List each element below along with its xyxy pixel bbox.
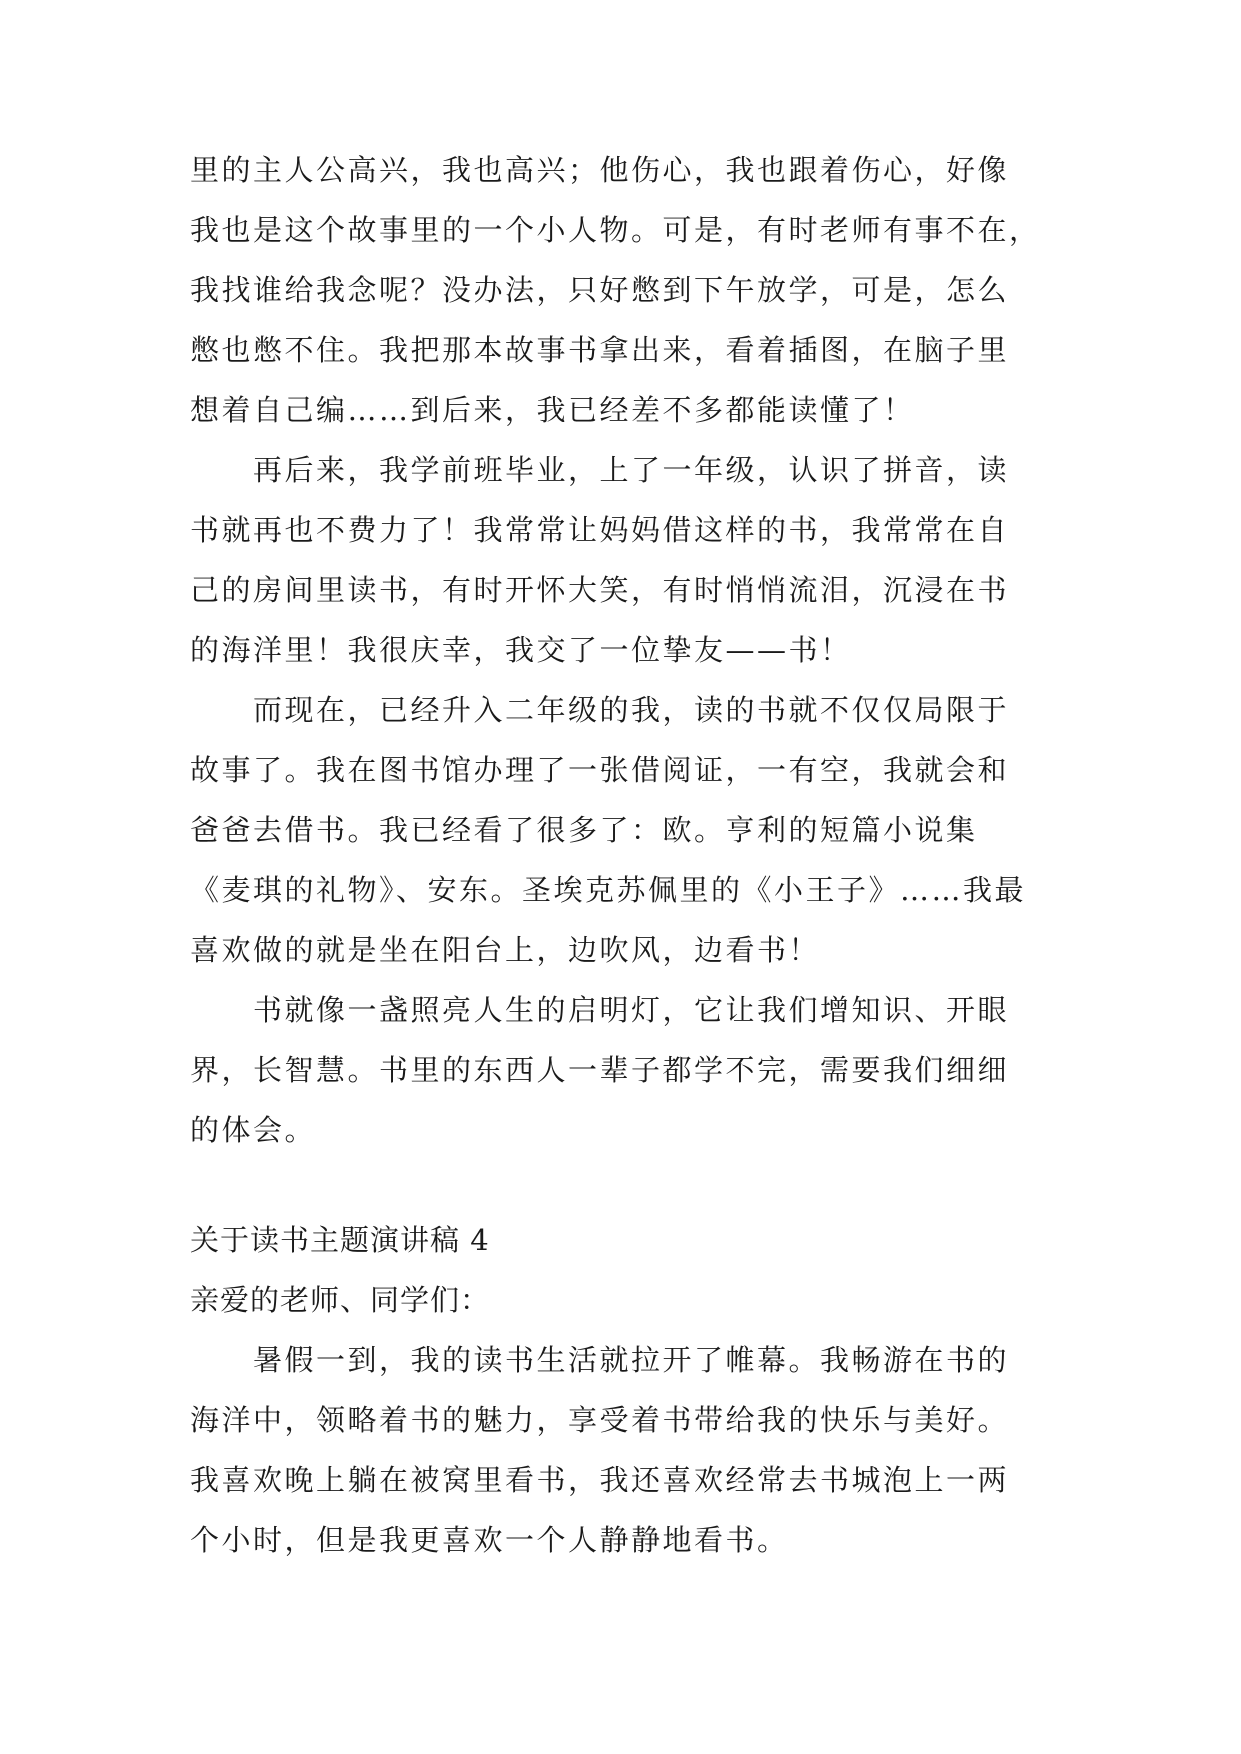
body-line: 书就再也不费力了！我常常让妈妈借这样的书，我常常在自 — [190, 513, 1010, 547]
body-line: 憋也憋不住。我把那本故事书拿出来，看着插图，在脑子里 — [190, 333, 1010, 367]
paragraph-first-line: 书就像一盏照亮人生的启明灯，它让我们增知识、开眼 — [253, 993, 1010, 1027]
paragraph-first-line: 而现在，已经升入二年级的我，读的书就不仅仅局限于 — [253, 693, 1010, 727]
salutation: 亲爱的老师、同学们： — [190, 1283, 491, 1317]
paragraph-first-line: 再后来，我学前班毕业，上了一年级，认识了拼音，读 — [253, 453, 1010, 487]
body-line: 喜欢做的就是坐在阳台上，边吹风，边看书！ — [190, 933, 821, 967]
body-line: 的海洋里！我很庆幸，我交了一位挚友——书！ — [190, 633, 852, 667]
body-line: 《麦琪的礼物》、安东。圣埃克苏佩里的《小王子》……我最 — [190, 873, 1027, 907]
body-line: 海洋中，领略着书的魅力，享受着书带给我的快乐与美好。 — [190, 1403, 1010, 1437]
body-line: 己的房间里读书，有时开怀大笑，有时悄悄流泪，沉浸在书 — [190, 573, 1010, 607]
body-line: 的体会。 — [190, 1113, 317, 1147]
paragraph-first-line: 暑假一到，我的读书生活就拉开了帷幕。我畅游在书的 — [253, 1343, 1010, 1377]
body-line: 想着自己编……到后来，我已经差不多都能读懂了！ — [190, 393, 915, 427]
body-line: 我找谁给我念呢？没办法，只好憋到下午放学，可是，怎么 — [190, 273, 1010, 307]
body-line: 界，长智慧。书里的东西人一辈子都学不完，需要我们细细 — [190, 1053, 1010, 1087]
section-title: 关于读书主题演讲稿 4 — [190, 1223, 490, 1257]
body-line: 个小时，但是我更喜欢一个人静静地看书。 — [190, 1523, 789, 1557]
body-line: 故事了。我在图书馆办理了一张借阅证，一有空，我就会和 — [190, 753, 1010, 787]
body-line: 我也是这个故事里的一个小人物。可是，有时老师有事不在， — [190, 213, 1041, 247]
body-line: 我喜欢晚上躺在被窝里看书，我还喜欢经常去书城泡上一两 — [190, 1463, 1010, 1497]
body-line: 爸爸去借书。我已经看了很多了：欧。亨利的短篇小说集 — [190, 813, 978, 847]
body-line: 里的主人公高兴，我也高兴；他伤心，我也跟着伤心，好像 — [190, 153, 1010, 187]
